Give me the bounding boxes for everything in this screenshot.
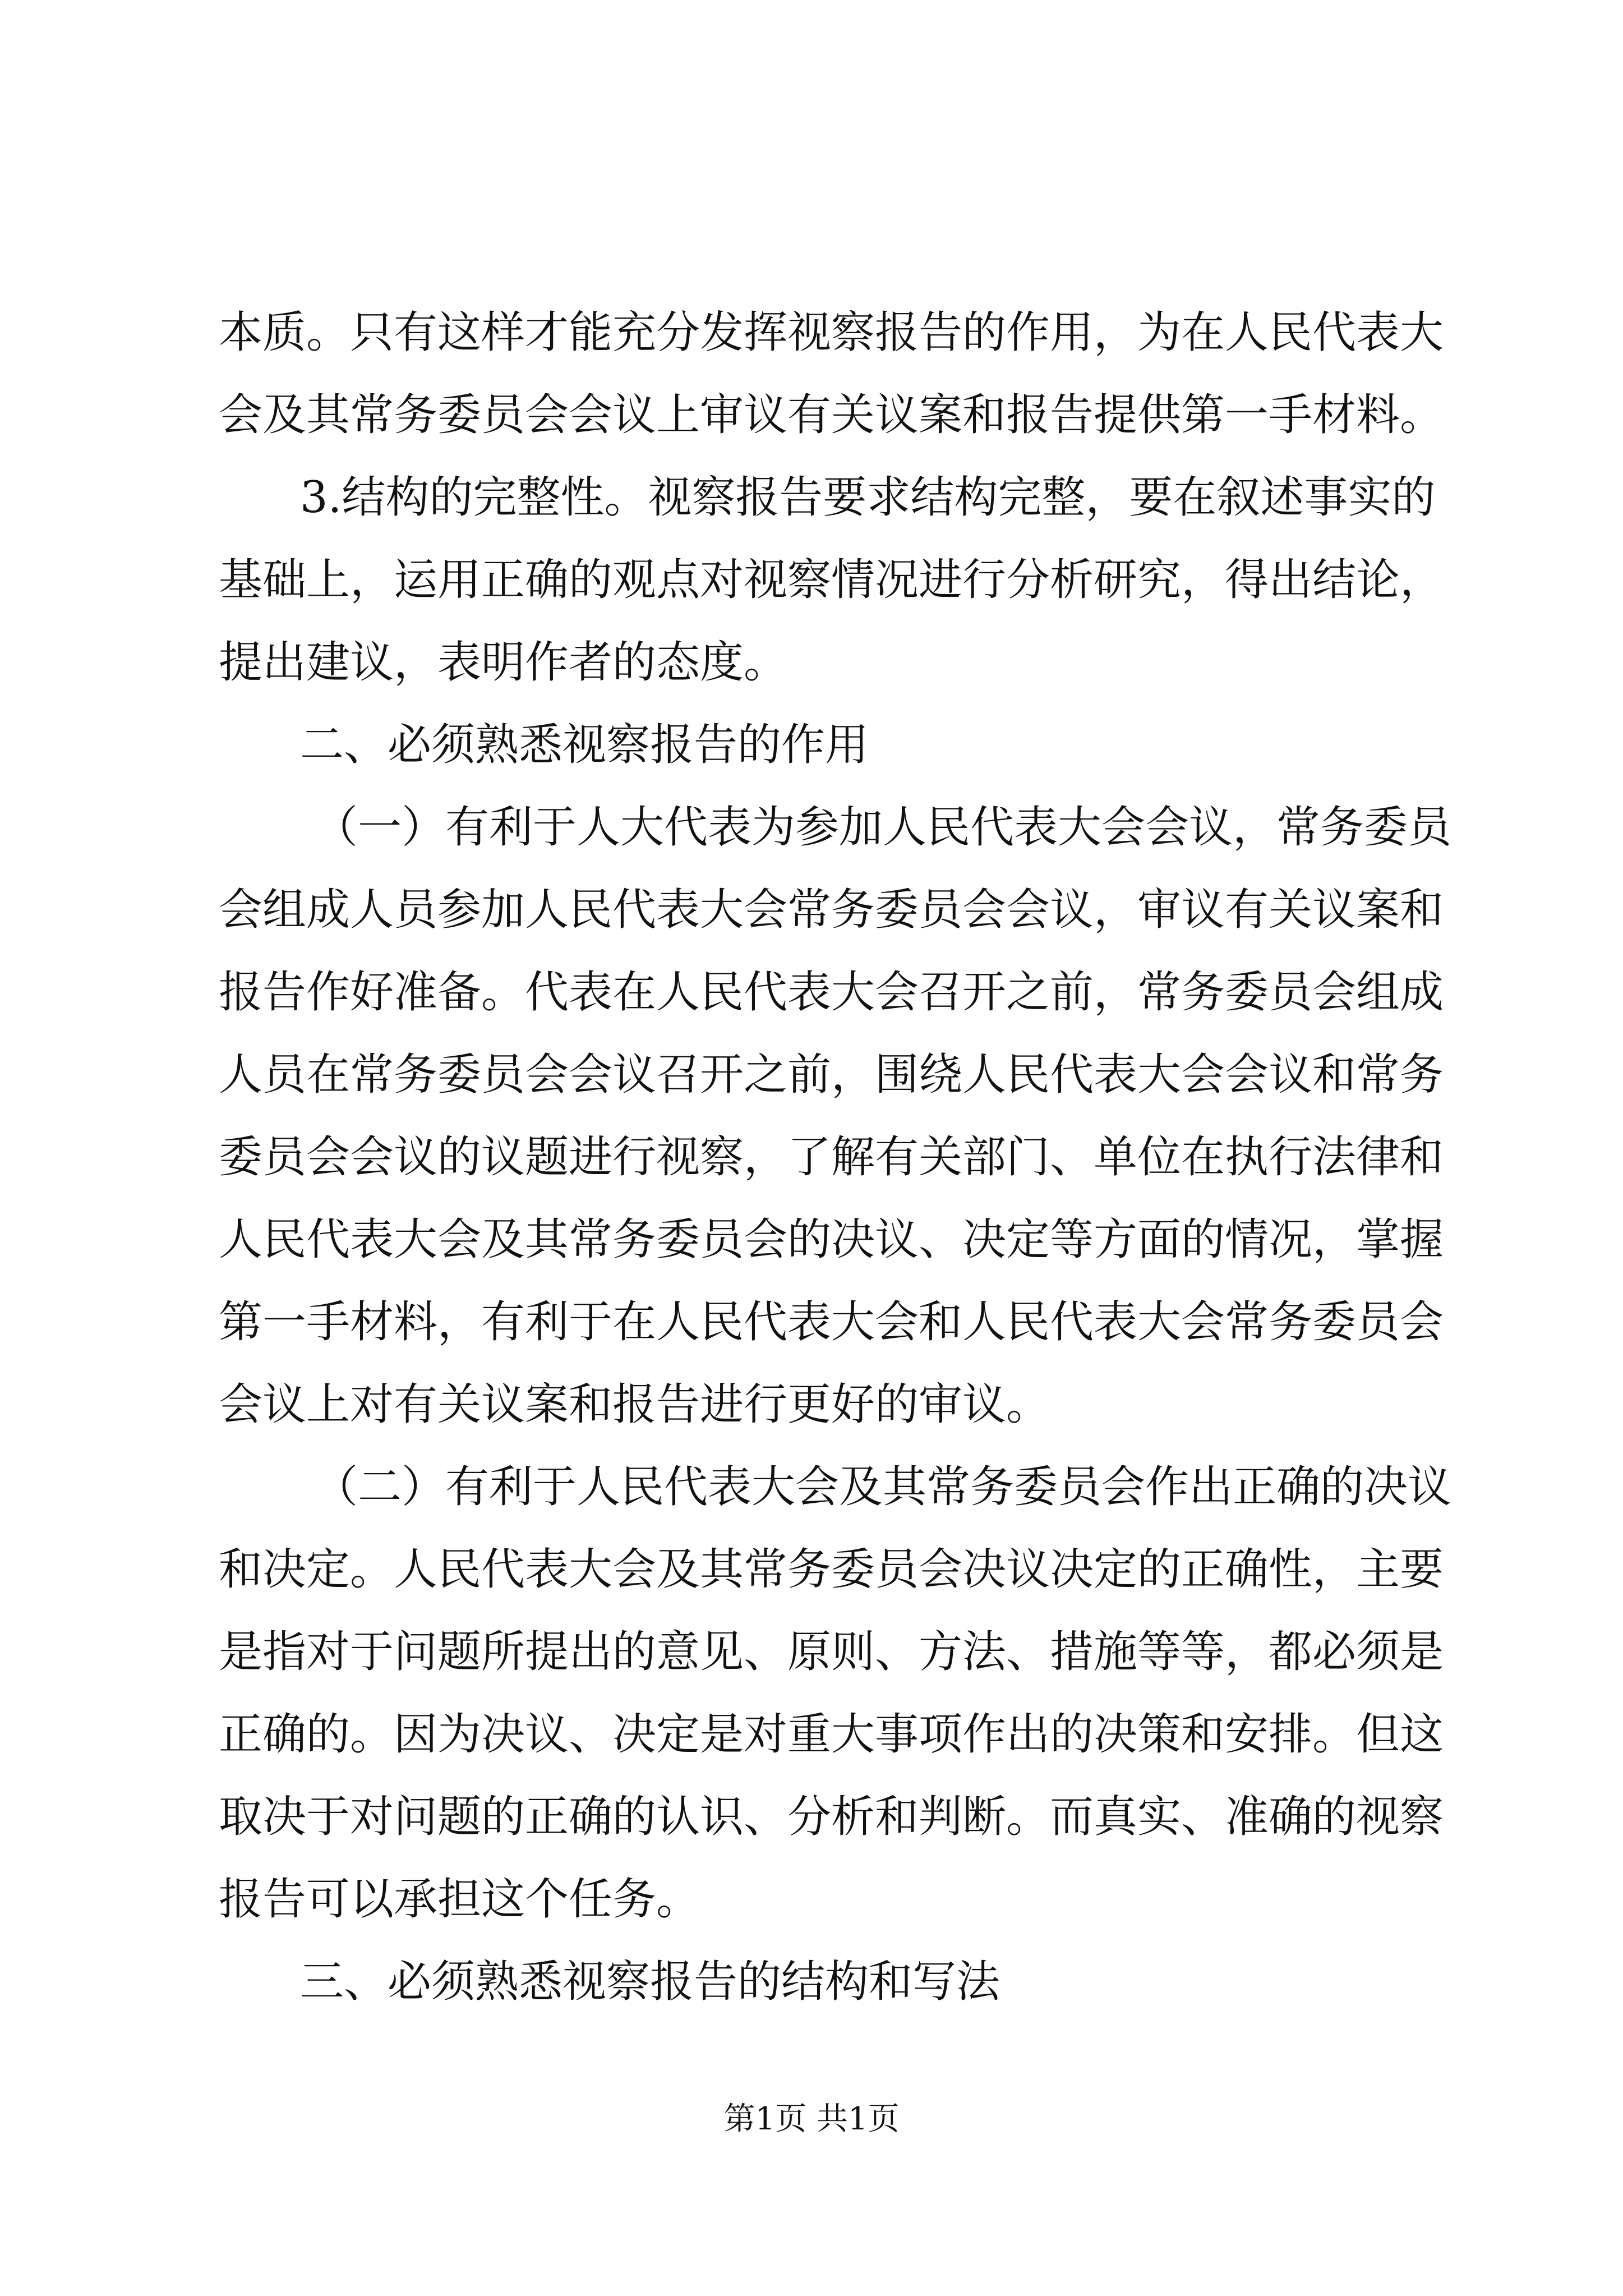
paragraph-line: 第一手材料，有利于在人民代表大会和人民代表大会常务委员会 — [219, 1297, 1444, 1347]
paragraph-line: 正确的。因为决议、决定是对重大事项作出的决策和安排。但这 — [219, 1709, 1444, 1760]
paragraph-line: 和决定。人民代表大会及其常务委员会决议决定的正确性，主要 — [219, 1544, 1444, 1595]
paragraph-line: （一）有利于人大代表为参加人民代表大会会议，常务委员 — [314, 802, 1452, 853]
paragraph-line: 基础上，运用正确的观点对视察情况进行分析研究，得出结论， — [219, 555, 1444, 605]
paragraph-line: 会组成人员参加人民代表大会常务委员会会议，审议有关议案和 — [219, 885, 1444, 935]
paragraph-line: 提出建议，表明作者的态度。 — [219, 637, 788, 688]
paragraph-line: 取决于对问题的正确的认识、分析和判断。而真实、准确的视察 — [219, 1792, 1444, 1842]
paragraph-line: 人员在常务委员会会议召开之前，围绕人民代表大会会议和常务 — [219, 1050, 1444, 1100]
paragraph-line: 3.结构的完整性。视察报告要求结构完整，要在叙述事实的 — [300, 472, 1436, 523]
paragraph-line: 会议上对有关议案和报告进行更好的审议。 — [219, 1379, 1050, 1430]
page-number-footer: 第1页 共1页 — [723, 2101, 900, 2137]
paragraph-line: 报告可以承担这个任务。 — [219, 1874, 700, 1925]
paragraph-line: 是指对于问题所提出的意见、原则、方法、措施等等，都必须是 — [219, 1627, 1444, 1677]
section-heading: 二、必须熟悉视察报告的作用 — [300, 720, 869, 770]
paragraph-line: 会及其常务委员会会议上审议有关议案和报告提供第一手材料。 — [219, 390, 1444, 440]
paragraph-line: 人民代表大会及其常务委员会的决议、决定等方面的情况，掌握 — [219, 1214, 1444, 1265]
paragraph-line: （二）有利于人民代表大会及其常务委员会作出正确的决议 — [314, 1462, 1452, 1512]
paragraph-line: 委员会会议的议题进行视察，了解有关部门、单位在执行法律和 — [219, 1132, 1444, 1182]
paragraph-line: 本质。只有这样才能充分发挥视察报告的作用，为在人民代表大 — [219, 307, 1444, 358]
section-heading: 三、必须熟悉视察报告的结构和写法 — [300, 1957, 1000, 2007]
paragraph-line: 报告作好准备。代表在人民代表大会召开之前，常务委员会组成 — [219, 967, 1444, 1018]
